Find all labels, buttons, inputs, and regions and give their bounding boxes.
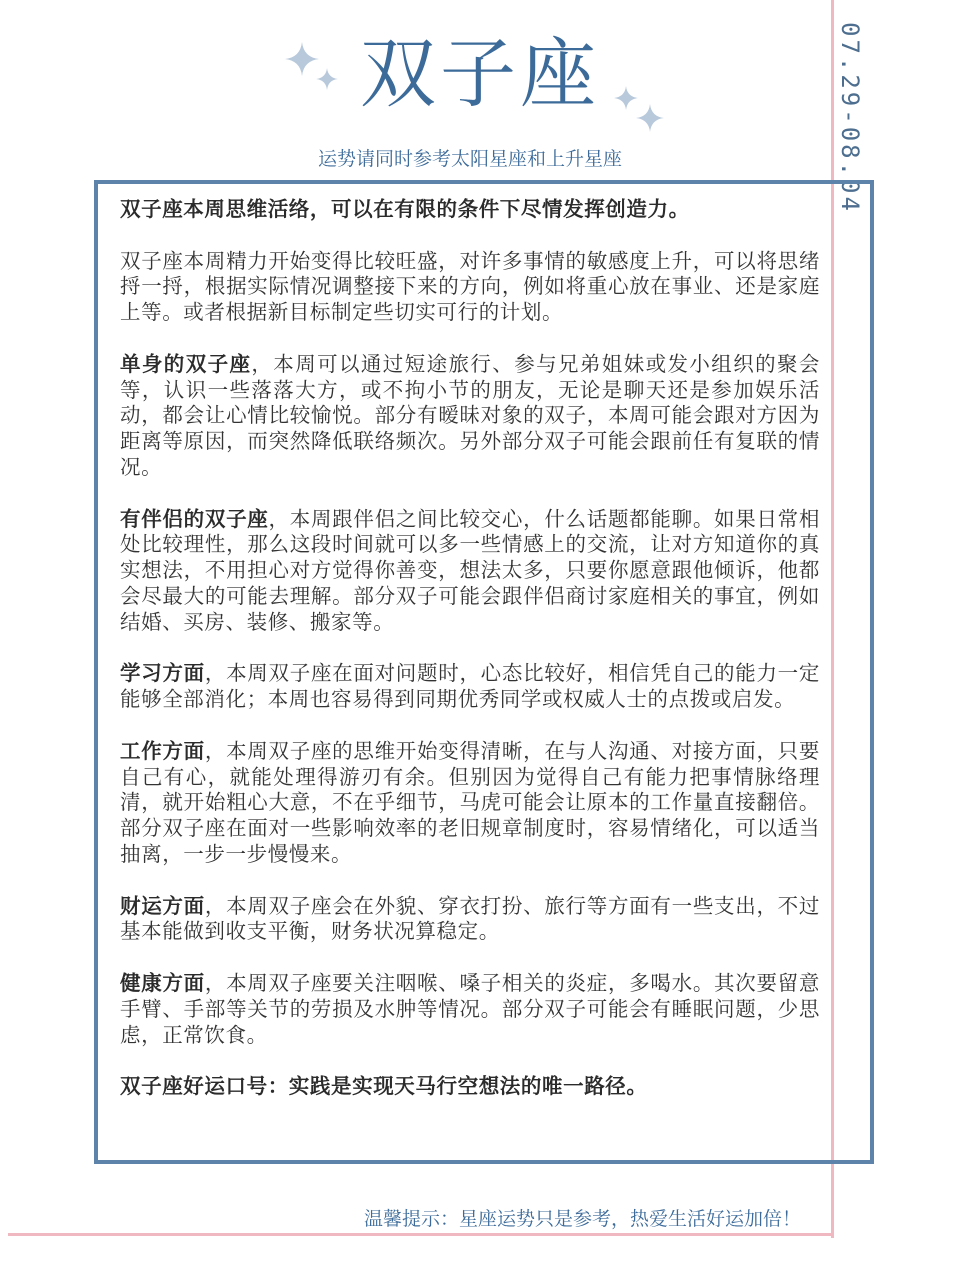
section-text: ，本周双子座要关注咽喉、嗓子相关的炎症，多喝水。其次要留意手臂、手部等关节的劳损及水肿等情况。部分双子可能会有睡眠问题，少思虑，正常饮食。: [120, 970, 820, 1047]
section-label: 单身的双子座: [120, 351, 252, 376]
section-label: 健康方面: [120, 970, 205, 995]
date-range: 07.29-08.04: [836, 22, 864, 214]
section-label: 有伴侣的双子座: [120, 506, 269, 531]
section-health: [120, 971, 820, 1048]
section-partnered: [120, 507, 820, 636]
horoscope-content: [120, 197, 820, 1126]
pink-horizontal-line: [8, 1233, 834, 1236]
section-text: ，本周双子座在面对问题时，心态比较好，相信凭自己的能力一定能够全部消化；本周也容易得到同期优秀同学或权威人士的点拨或启发。: [120, 661, 820, 712]
section-label: 学习方面: [120, 661, 205, 686]
section-text: ，本周双子座的思维开始变得清晰，在与人沟通、对接方面，只要自己有心，就能处理得游刃有余。但别因为觉得自己有能力把事情脉络理清，就开始粗心大意，不在乎细节，马虎可能会让原本的工作量直接翻倍。部分双子座在面对一些影响效率的老旧规章制度时，容易情绪化，可以适当抽离，一步一步慢慢来。: [120, 738, 820, 866]
section-label: 工作方面: [120, 738, 205, 763]
section-single: [120, 352, 820, 481]
sparkle-icon: [316, 68, 338, 90]
subtitle: 运势请同时参考太阳星座和上升星座: [317, 148, 622, 170]
section-text: ，本周双子座会在外貌、穿衣打扮、旅行等方面有一些支出，不过基本能做到收支平衡，财务状况算稳定。: [120, 893, 820, 944]
page-title: 双子座: [360, 29, 600, 118]
intro-paragraph: 双子座本周精力开始变得比较旺盛，对许多事情的敏感度上升，可以将思绪捋一捋，根据实际情况调整接下来的方向，例如将重心放在事业、还是家庭上等。或者根据新目标制定些切实可行的计划。: [120, 248, 820, 325]
sparkle-icon: [285, 42, 319, 76]
section-label: 财运方面: [120, 893, 205, 918]
slogan: 双子座好运口号：实践是实现天马行空想法的唯一路径。: [120, 1074, 648, 1099]
section-work: [120, 739, 820, 868]
sparkle-icon: [636, 104, 664, 132]
footer-tip: 温馨提示：星座运势只是参考，热爱生活好运加倍！: [364, 1208, 802, 1230]
section-finance: [120, 894, 820, 946]
section-text: ，本周可以通过短途旅行、参与兄弟姐妹或发小组织的聚会等，认识一些落落大方，或不拘小节的朋友，无论是聊天还是参加娱乐活动，都会让心情比较愉悦。部分有暧昧对象的双子，本周可能会跟对方因为距离等原因，而突然降低联络频次。另外部分双子可能会跟前任有复联的情况。: [120, 351, 820, 479]
section-study: [120, 661, 820, 713]
headline: 双子座本周思维活络，可以在有限的条件下尽情发挥创造力。: [120, 197, 690, 221]
section-text: ，本周跟伴侣之间比较交心，什么话题都能聊。如果日常相处比较理性，那么这段时间就可以多一些情感上的交流，让对方知道你的真实想法，不用担心对方觉得你善变，想法太多，只要你愿意跟他倾诉，他都会尽最大的可能去理解。部分双子可能会跟伴侣商讨家庭相关的事宜，例如结婚、买房、装修、搬家等。: [120, 506, 820, 634]
